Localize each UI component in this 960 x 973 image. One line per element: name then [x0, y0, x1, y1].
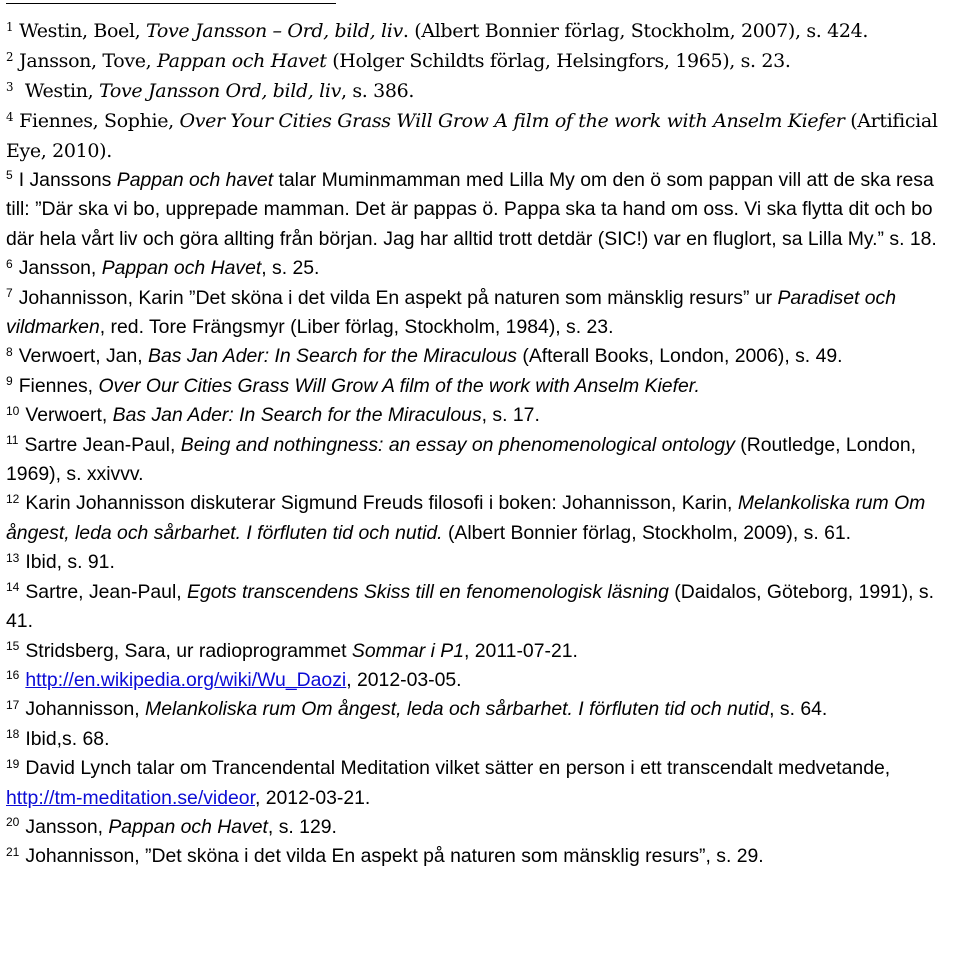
footnote-title-italic: Bas Jan Ader: In Search for the Miraculous	[148, 345, 517, 368]
footnote-number: 8	[6, 344, 13, 359]
footnote-20	[6, 813, 956, 842]
footnote-15	[6, 637, 956, 666]
footnote-title-italic: Bas Jan Ader: In Search for the Miraculous	[112, 404, 482, 427]
footnote-text: , s. 25.	[261, 257, 320, 280]
footnote-number: 21	[6, 844, 20, 859]
footnote-number: 16	[6, 668, 20, 683]
footnote-text: , 2011-07-21.	[464, 639, 578, 662]
footnote-title-italic: Pappan och Havet	[157, 50, 327, 72]
footnote-number: 20	[6, 815, 20, 830]
footnote-title-italic: Over Our Cities Grass Will Grow A film of the work with Anselm Kiefer.	[98, 374, 700, 397]
footnote-list	[6, 16, 956, 872]
footnote-6	[6, 254, 956, 283]
footnote-text: , 2012-03-21.	[254, 786, 371, 809]
footnote-9	[6, 372, 956, 401]
footnote-text: I Janssons	[18, 169, 117, 191]
footnote-text: Jansson,	[25, 815, 109, 838]
footnote-text: , s. 129.	[267, 815, 337, 838]
footnote-text: . (Albert Bonnier förlag, Stockholm, 2007), s. 424.	[402, 20, 869, 42]
footnote-title-italic: Paradiset och vildmarken	[6, 286, 897, 339]
footnote-text: Jansson, Tove,	[19, 50, 158, 72]
footnote-text: (Routledge, London, 1969), s. xxivvv.	[6, 433, 917, 486]
footnote-number: 11	[6, 433, 19, 448]
footnote-text: Westin, Boel,	[19, 20, 147, 42]
footnote-text: (Afterall Books, London, 2006), s. 49.	[517, 345, 843, 368]
footnote-number: 5	[6, 168, 13, 183]
footnote-title-italic: Melankoliska rum Om ångest, leda och sårbarhet. I förfluten tid och nutid.	[6, 492, 926, 544]
footnote-text: Westin,	[19, 80, 100, 102]
footnote-text: Jansson,	[18, 257, 102, 280]
footnote-19	[6, 754, 956, 813]
footnote-number: 6	[6, 256, 13, 271]
footnote-text: Sartre Jean-Paul,	[24, 433, 181, 456]
footnote-title-italic: Egots transcendens Skiss till en fenomenologisk läsning	[187, 580, 669, 603]
footnote-text: , red. Tore Frängsmyr (Liber förlag, Stockholm, 1984), s. 23.	[99, 316, 614, 339]
footnote-title-italic: Pappan och Havet	[101, 257, 262, 280]
footnote-title-italic: Tove Jansson Ord, bild, liv	[99, 80, 341, 102]
footnote-number: 10	[6, 403, 20, 418]
footnote-number: 4	[6, 109, 14, 124]
footnote-text: David Lynch talar om Trancendental Meditation vilket sätter en person i ett transcendalt medvetande,	[25, 757, 891, 780]
footnote-number: 15	[6, 638, 20, 653]
footnote-12	[6, 489, 956, 548]
footnote-number: 13	[6, 550, 20, 565]
footnote-text: talar Muminmamman med Lilla My om den ö som pappan vill att de ska resa till: ”Där ska vi bo, upprepade mamman. Det är pappas ö. Pappa ska ta hand om oss. Vi ska flytta dit och bo där hela vårt liv och göra allting från början. Jag har alltid trott detdär (SIC!) var en fluglort, sa Lilla My.” s. 18.	[6, 169, 937, 250]
footnote-title-italic: Sommar i P1	[351, 639, 464, 662]
footnote-18	[6, 725, 956, 754]
footnote-text: Verwoert,	[25, 404, 113, 427]
footnote-3	[6, 76, 956, 106]
footnote-text: Johannisson, ”Det sköna i det vilda En aspekt på naturen som mänsklig resurs”, s. 29.	[25, 845, 764, 868]
document-page	[6, 0, 956, 973]
footnote-title-italic: Being and nothingness: an essay on phenomenological ontology	[180, 433, 735, 456]
footnote-number: 19	[6, 756, 20, 771]
footnote-number: 2	[6, 49, 14, 64]
footnote-number: 7	[6, 286, 13, 301]
footnote-5	[6, 166, 956, 254]
footnote-text: , 2012-03-05.	[346, 668, 462, 691]
footnote-14	[6, 578, 956, 637]
footnote-text: Fiennes,	[18, 374, 99, 397]
footnote-separator-rule	[6, 3, 336, 4]
footnote-7	[6, 284, 956, 343]
footnote-text: Johannisson,	[25, 698, 146, 721]
footnote-title-italic: Pappan och havet	[116, 169, 274, 191]
footnote-link[interactable]: http://en.wikipedia.org/wiki/Wu_Daozi	[25, 668, 347, 691]
footnote-title-italic: Over Your Cities Grass Will Grow A film of the work with Anselm Kiefer	[179, 110, 845, 132]
footnote-text: (Artificial Eye, 2010).	[6, 110, 938, 162]
footnote-text: Stridsberg, Sara, ur radioprogrammet	[25, 639, 352, 662]
footnote-text: Sartre, Jean-Paul,	[25, 580, 188, 603]
footnote-text: Johannisson, Karin ”Det sköna i det vilda En aspekt på naturen som mänsklig resurs” ur	[18, 286, 778, 309]
footnote-4	[6, 106, 956, 166]
footnote-text: Ibid, s. 91.	[25, 551, 115, 574]
footnote-title-italic: Pappan och Havet	[108, 815, 268, 838]
footnote-number: 18	[6, 727, 20, 742]
footnote-text: , s. 64.	[769, 698, 828, 721]
footnote-number: 17	[6, 697, 20, 712]
footnote-text: (Daidalos, Göteborg, 1991), s. 41.	[6, 580, 935, 633]
footnote-number: 12	[6, 491, 20, 506]
footnote-text: Ibid,s. 68.	[25, 727, 110, 750]
footnote-17	[6, 695, 956, 724]
footnote-text: , s. 386.	[341, 80, 415, 102]
footnote-10	[6, 401, 956, 430]
footnote-number: 14	[6, 580, 20, 595]
footnote-title-italic: Melankoliska rum Om ångest, leda och sårbarhet. I förfluten tid och nutid	[145, 698, 770, 721]
footnote-text: , s. 17.	[481, 404, 540, 427]
footnote-1	[6, 16, 956, 46]
footnote-11	[6, 431, 956, 490]
footnote-number: 3	[6, 79, 14, 94]
footnote-text: (Holger Schildts förlag, Helsingfors, 1965), s. 23.	[326, 50, 791, 72]
footnote-8	[6, 342, 956, 371]
footnote-2	[6, 46, 956, 76]
footnote-13	[6, 548, 956, 577]
footnote-number: 1	[6, 19, 14, 34]
footnote-text: Verwoert, Jan,	[18, 345, 149, 368]
footnote-number: 9	[6, 374, 13, 389]
footnote-21	[6, 842, 956, 871]
footnote-16	[6, 666, 956, 695]
footnote-text: (Albert Bonnier förlag, Stockholm, 2009), s. 61.	[442, 521, 852, 544]
footnote-link[interactable]: http://tm-meditation.se/videor	[6, 786, 255, 809]
footnote-title-italic: Tove Jansson – Ord, bild, liv	[146, 20, 403, 42]
footnote-text: Karin Johannisson diskuterar Sigmund Freuds filosofi i boken: Johannisson, Karin,	[25, 492, 738, 515]
footnote-text: Fiennes, Sophie,	[19, 110, 180, 132]
